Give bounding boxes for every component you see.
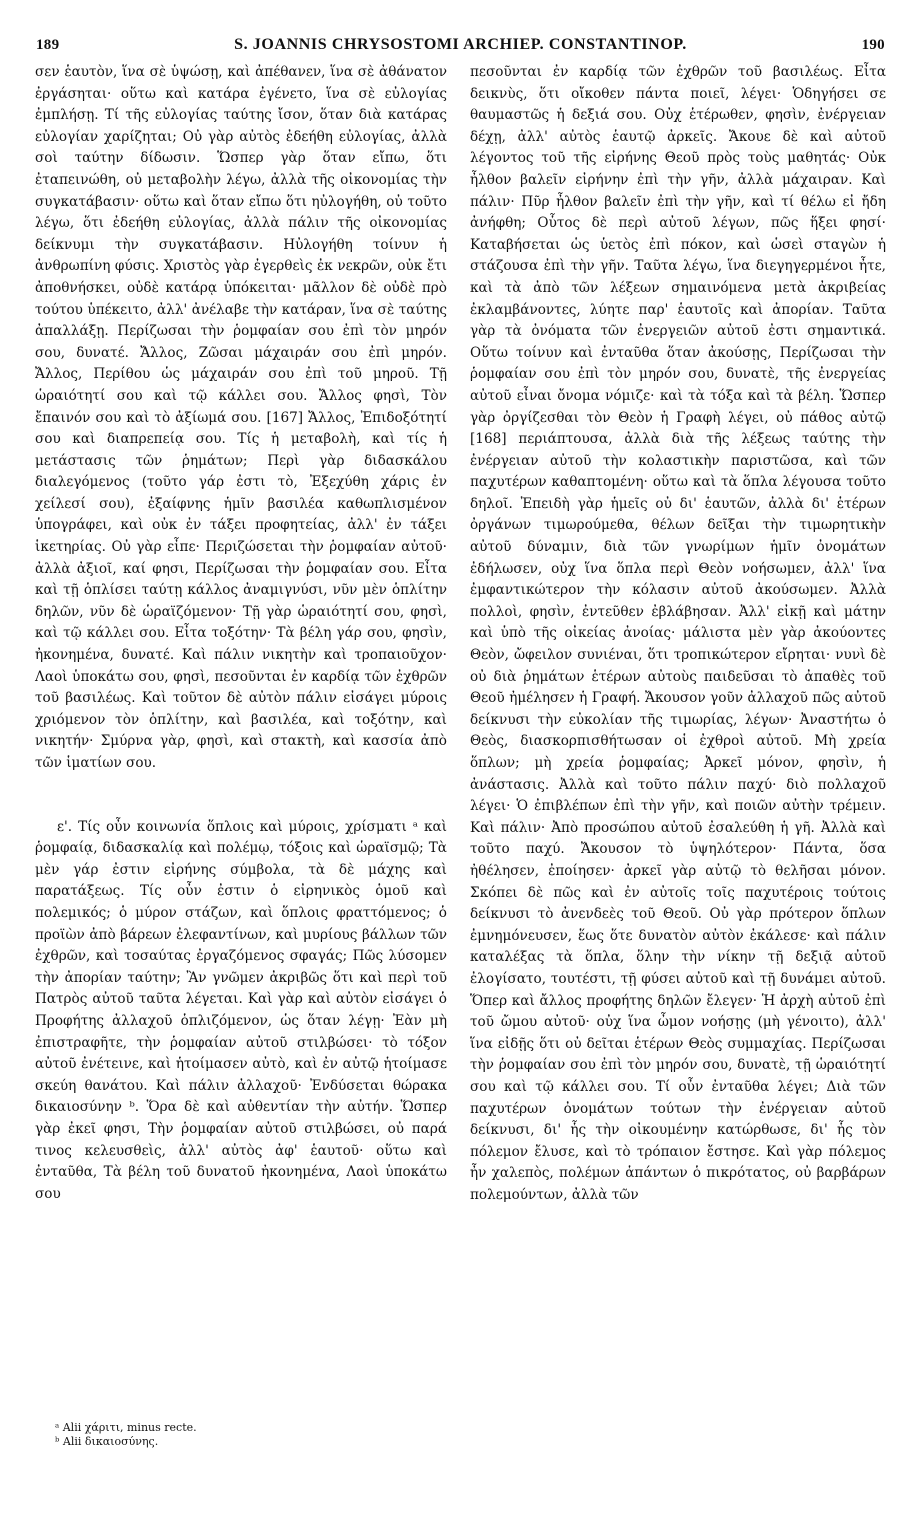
footnote-a: ᵃ Alii χάριτι, minus recte.: [55, 1421, 197, 1434]
page-number-left: 189: [36, 37, 60, 53]
right-column: [470, 62, 886, 1206]
running-header: [36, 36, 885, 58]
footnote-b: ᵇ Alii δικαιοσύνης.: [55, 1435, 159, 1448]
page-number-right: 190: [861, 37, 885, 53]
footnotes: [55, 1421, 435, 1449]
section-paragraph: ε'. Τίς οὖν κοινωνία ὅπλοις καὶ μύροις, χρίσματι ᵃ καὶ ῥομφαίᾳ, διδασκαλίᾳ καὶ πολέμῳ, τόξοις καὶ ὡραϊσμῷ; Τὰ μὲν γάρ ἐστιν εἰρήνης σύμβολα, τὰ δὲ μάχης καὶ παρατάξεως. Τίς οὖν ἐστιν ὁ εἰρηνικὸς ὁμοῦ καὶ πολεμικός; ὁ μύρον στάζων, καὶ ὅπλοις φραττόμενος; ὁ προϊὼν ἀπὸ βάρεων ἐλεφαντίνων, καὶ μυρίους βάλλων τῶν ἐχθρῶν, καὶ τοσαύτας ἐργαζόμενος σφαγάς; Πῶς λύσομεν τὴν ἀπορίαν ταύτην; Ἂν γνῶμεν ἀκριβῶς ὅτι καὶ περὶ τοῦ Πατρὸς αὐτοῦ ταῦτα λέγεται. Καὶ γὰρ καὶ αὐτὸν εἰσάγει ὁ Προφήτης ἀλλαχοῦ ὁπλιζόμενον, ὡς ὅταν λέγῃ· Ἐὰν μὴ ἐπιστραφῆτε, τὴν ῥομφαίαν αὐτοῦ στιλβώσει· τὸ τόξον αὐτοῦ ἐνέτεινε, καὶ ἡτοίμασεν αὐτὸ, καὶ ἐν αὐτῷ ἡτοίμασε σκεύη θανάτου. Καὶ πάλιν ἀλλαχοῦ· Ἐνδύσεται θώρακα δικαιοσύνην ᵇ. Ὅρα δὲ καὶ αὐθεντίαν τὴν αὐτήν. Ὥσπερ γὰρ ἐκεῖ φησι, Τὴν ῥομφαίαν αὐτοῦ στιλβώσει, οὐ παρά τινος κελευσθεὶς, ἀλλ' αὐτὸς ἀφ' ἑαυτοῦ· οὕτω καὶ ἐνταῦθα, Τὰ βέλη τοῦ δυνατοῦ ἠκονημένα, Λαοὶ ὑποκάτω σου: [35, 818, 447, 1202]
paragraph: πεσοῦνται ἐν καρδίᾳ τῶν ἐχθρῶν τοῦ βασιλέως. Εἶτα δεικνὺς, ὅτι οἴκοθεν πάντα ποιεῖ, λέγει· Ὁδηγήσει σε θαυμαστῶς ἡ δεξιά σου. Οὐχ ἑτέρωθεν, φησὶν, ἐνέργειαν δέχῃ, ἀλλ' αὐτὸς ἑαυτῷ ἀρκεῖς. Ἄκουε δὲ καὶ αὐτοῦ λέγοντος τοῦ τῆς εἰρήνης Θεοῦ πρὸς τοὺς μαθητάς· Οὐκ ἦλθον βαλεῖν εἰρήνην ἐπὶ τὴν γῆν, ἀλλὰ μάχαιραν. Καὶ πάλιν· Πῦρ ἦλθον βαλεῖν ἐπὶ τὴν γῆν, καὶ τί θέλω εἰ ἤδη ἀνήφθη; Οὗτος δὲ περὶ αὐτοῦ λέγων, πῶς ἥξει φησί· Καταβήσεται ὡς ὑετὸς ἐπὶ πόκον, καὶ ὡσεὶ σταγὼν ἡ στάζουσα ἐπὶ τὴν γῆν. Ταῦτα λέγω, ἵνα διεγηγερμένοι ἦτε, καὶ τὰ ἀπὸ τῶν λέξεων σημαινόμενα μετὰ ἀκριβείας ἐκλαμβάνοντες, λύητε παρ' ἑαυτοῖς καὶ ἀπορίαν. Ταῦτα γὰρ τὰ ὀνόματα τῶν ἐνεργειῶν αὐτοῦ ἐστι σημαντικά. Οὕτω τοίνυν καὶ ἐνταῦθα ὅταν ἀκούσῃς, Περίζωσαι τὴν ῥομφαίαν σου ἐπὶ τὸν μηρόν σου, δυνατὲ, τῆς ἐνεργείας αὐτοῦ εἶναι ὄνομα νόμιζε· καὶ τὰ τόξα καὶ τὰ βέλη. Ὥσπερ γὰρ ὀργίζεσθαι τὸν Θεὸν ἡ Γραφὴ λέγει, οὐ πάθος αὐτῷ [168] περιάπτουσα, ἀλλὰ διὰ τῆς λέξεως ταύτης τὴν ἐνέργειαν αὐτοῦ τὴν κολαστικὴν παριστῶσα, καὶ τῶν παχυτέρων καθαπτομένη· οὕτω καὶ τὰ ὅπλα λέγουσα τοῦτο δηλοῖ. Ἐπειδὴ γὰρ ἡμεῖς οὐ δι' ἑαυτῶν, ἀλλὰ δι' ἑτέρων ὀργάνων τιμωρούμεθα, θέλων δεῖξαι τὴν τιμωρητικὴν αὐτοῦ δύναμιν, διὰ τῶν γνωρίμων ἡμῖν ὀνομάτων ἐδήλωσεν, οὐχ ἵνα ὅπλα περὶ Θεὸν νοήσωμεν, ἀλλ' ἵνα ἐμφαντικώτερον τὴν κόλασιν αὐτοῦ ἀκούσωμεν. Ἀλλὰ πολλοὶ, φησὶν, ἐντεῦθεν ἐβλάβησαν. Ἀλλ' εἰκῇ καὶ μάτην καὶ ὑπὸ τῆς οἰκείας ἀνοίας· μάλιστα μὲν γὰρ ἀκούοντες Θεὸν, ὤφειλον συνιέναι, ὅτι τροπικώτερον εἴρηται· νυνὶ δὲ οὐ διὰ ῥημάτων ἑτέρων αὐτοὺς παιδεῦσαι τὸ ἀπαθὲς τοῦ Θεοῦ ἠμέλησεν ἡ Γραφή. Ἄκουσον γοῦν ἀλλαχοῦ πῶς αὐτοῦ δείκνυσι τὴν εὐκολίαν τῆς τιμωρίας, λέγων· Ἀναστήτω ὁ Θεὸς, διασκορπισθήτωσαν οἱ ἐχθροὶ αὐτοῦ. Μὴ χρεία ὅπλων; μὴ χρεία ῥομφαίας; Ἀρκεῖ μόνον, φησὶν, ἡ ἀνάστασις. Ἀλλὰ καὶ τοῦτο πάλιν παχύ· διὸ πολλαχοῦ λέγει· Ὁ ἐπιβλέπων ἐπὶ τὴν γῆν, καὶ ποιῶν αὐτὴν τρέμειν. Καὶ πάλιν· Ἀπὸ προσώπου αὐτοῦ ἐσαλεύθη ἡ γῆ. Ἀλλὰ καὶ τοῦτο παχύ. Ἄκουσον τὸ ὑψηλότερον· Πάντα, ὅσα ἠθέλησεν, ἐποίησεν· ἀρκεῖ γὰρ αὐτῷ τὸ θελῆσαι μόνον. Σκόπει δὲ πῶς καὶ ἐν αὐτοῖς τοῖς παχυτέροις τούτοις δείκνυσι τὸ ἀνενδεὲς τοῦ Θεοῦ. Οὐ γὰρ πρότερον ὅπλων ἐμνημόνευσεν, ἕως ὅτε δυνατὸν αὐτὸν ἐκάλεσε· καὶ πάλιν καταλέξας τὰ ὅπλα, ὅλην τὴν νίκην τῇ δεξιᾷ αὐτοῦ ἐλογίσατο, τουτέστι, τῇ φύσει αὐτοῦ καὶ τῇ δυνάμει αὐτοῦ. Ὅπερ καὶ ἄλλος προφήτης δηλῶν ἔλεγεν· Ἡ ἀρχὴ αὐτοῦ ἐπὶ τοῦ ὤμου αὐτοῦ· οὐχ ἵνα ὦμον νοήσῃς (μὴ γένοιτο), ἀλλ' ἵνα εἰδῇς ὅτι οὐ δεῖται ἑτέρων Θεὸς συμμαχίας. Περίζωσαι τὴν ῥομφαίαν σου ἐπὶ τὸν μηρόν σου, δυνατὲ, τῇ ὡραιότητί σου καὶ τῷ κάλλει σου. Τί οὖν ἐνταῦθα λέγει; Διὰ τῶν παχυτέρων ὀνομάτων τούτων τὴν ἐνέργειαν αὐτοῦ δείκνυσι, δι' ἧς τὴν οἰκουμένην κατώρθωσε, δι' ἧς τὸν πόλεμον ἔλυσε, καὶ τὸ τρόπαιον ἔστησε. Καὶ γὰρ πόλεμος ἦν χαλεπὸς, πολέμων ἁπάντων ὁ πικρότατος, οὐ βαρβάρων πολεμούντων, ἀλλὰ τῶν: [470, 64, 886, 1203]
left-column: [35, 62, 447, 1205]
running-title: S. JOANNIS CHRYSOSTOMI ARCHIEP. CONSTANTINOP.: [234, 36, 687, 53]
paragraph: σεν ἑαυτὸν, ἵνα σὲ ὑψώσῃ, καὶ ἀπέθανεν, ἵνα σὲ ἀθάνατον ἐργάσηται· οὕτω καὶ κατάρα ἐγένετο, ἵνα σὲ εὐλογίας ἐμπλήσῃ. Τί τῆς εὐλογίας ταύτης ἴσον, ὅταν διὰ κατάρας εὐλογίαν χαρίζηται; Οὐ γὰρ αὐτὸς ἐδεήθη εὐλογίας, ἀλλὰ σοὶ ταύτην δίδωσιν. Ὥσπερ γὰρ ὅταν εἴπω, ὅτι ἐταπεινώθη, οὐ μεταβολὴν λέγω, ἀλλὰ τῆς οἰκονομίας τὴν συγκατάβασιν· οὕτω καὶ ὅταν εἴπω ὅτι ηὐλογήθη, οὐ τοῦτο λέγω, ὅτι ἐδεήθη εὐλογίας, ἀλλὰ πάλιν τῆς οἰκονομίας δείκνυμι τὴν συγκατάβασιν. Ηὐλογήθη τοίνυν ἡ ἀνθρωπίνη φύσις. Χριστὸς γὰρ ἐγερθεὶς ἐκ νεκρῶν, οὐκ ἔτι ἀποθνήσκει, οὐδὲ κατάρᾳ ὑπόκειται· μᾶλλον δὲ οὐδὲ πρὸ τούτου ὑπέκειτο, ἀλλ' ἀνέλαβε τὴν κατάραν, ἵνα σὲ ταύτης ἀπαλλάξῃ. Περίζωσαι τὴν ῥομφαίαν σου ἐπὶ τὸν μηρόν σου, δυνατέ. Ἄλλος, Ζῶσαι μάχαιράν σου ἐπὶ μηρόν. Ἄλλος, Περίθου ὡς μάχαιράν σου ἐπὶ τοῦ μηροῦ. Τῇ ὡραιότητί σου καὶ τῷ κάλλει σου. Ἄλλος φησὶ, Τὸν ἔπαινόν σου καὶ τὸ ἀξίωμά σου. [167] Ἄλλος, Ἐπιδοξότητί σου καὶ διαπρεπείᾳ σου. Τίς ἡ μεταβολὴ, καὶ τίς ἡ μετάστασις τῶν ῥημάτων; Περὶ γὰρ διδασκάλου διαλεγόμενος (τοῦτο γάρ ἐστι τὸ, Ἐξεχύθη χάρις ἐν χείλεσί σου), ἐξαίφνης ἡμῖν βασιλέα καθωπλισμένον ὑπογράφει, καὶ οὐκ ἐν τάξει προφητείας, ἀλλ' ἐν τάξει ἱκετηρίας. Οὐ γὰρ εἶπε· Περιζώσεται τὴν ῥομφαίαν αὐτοῦ· ἀλλὰ ἀξιοῖ, καί φησι, Περίζωσαι τὴν ῥομφαίαν σου. Εἶτα καὶ τῇ ὁπλίσει ταύτῃ κάλλος ἀναμιγνύσι, νῦν μὲν ὁπλίτην δηλῶν, νῦν δὲ ὡραϊζόμενον· Τῇ γὰρ ὡραιότητί σου, φησὶ, καὶ τῷ κάλλει σου. Εἶτα τοξότην· Τὰ βέλη γάρ σου, φησὶν, ἠκονημένα, δυνατέ. Καὶ πάλιν νικητὴν καὶ τροπαιοῦχον· Λαοὶ ὑποκάτω σου, φησὶ, πεσοῦνται ἐν καρδίᾳ τῶν ἐχθρῶν τοῦ βασιλέως. Καὶ τοῦτον δὲ αὐτὸν πάλιν εἰσάγει μύροις χριόμενον τὸν ὁπλίτην, καὶ βασιλέα, καὶ τοξότην, καὶ νικητήν· Σμύρνα γὰρ, φησὶ, καὶ στακτὴ, καὶ κασσία ἀπὸ τῶν ἱματίων σου.: [35, 64, 447, 771]
